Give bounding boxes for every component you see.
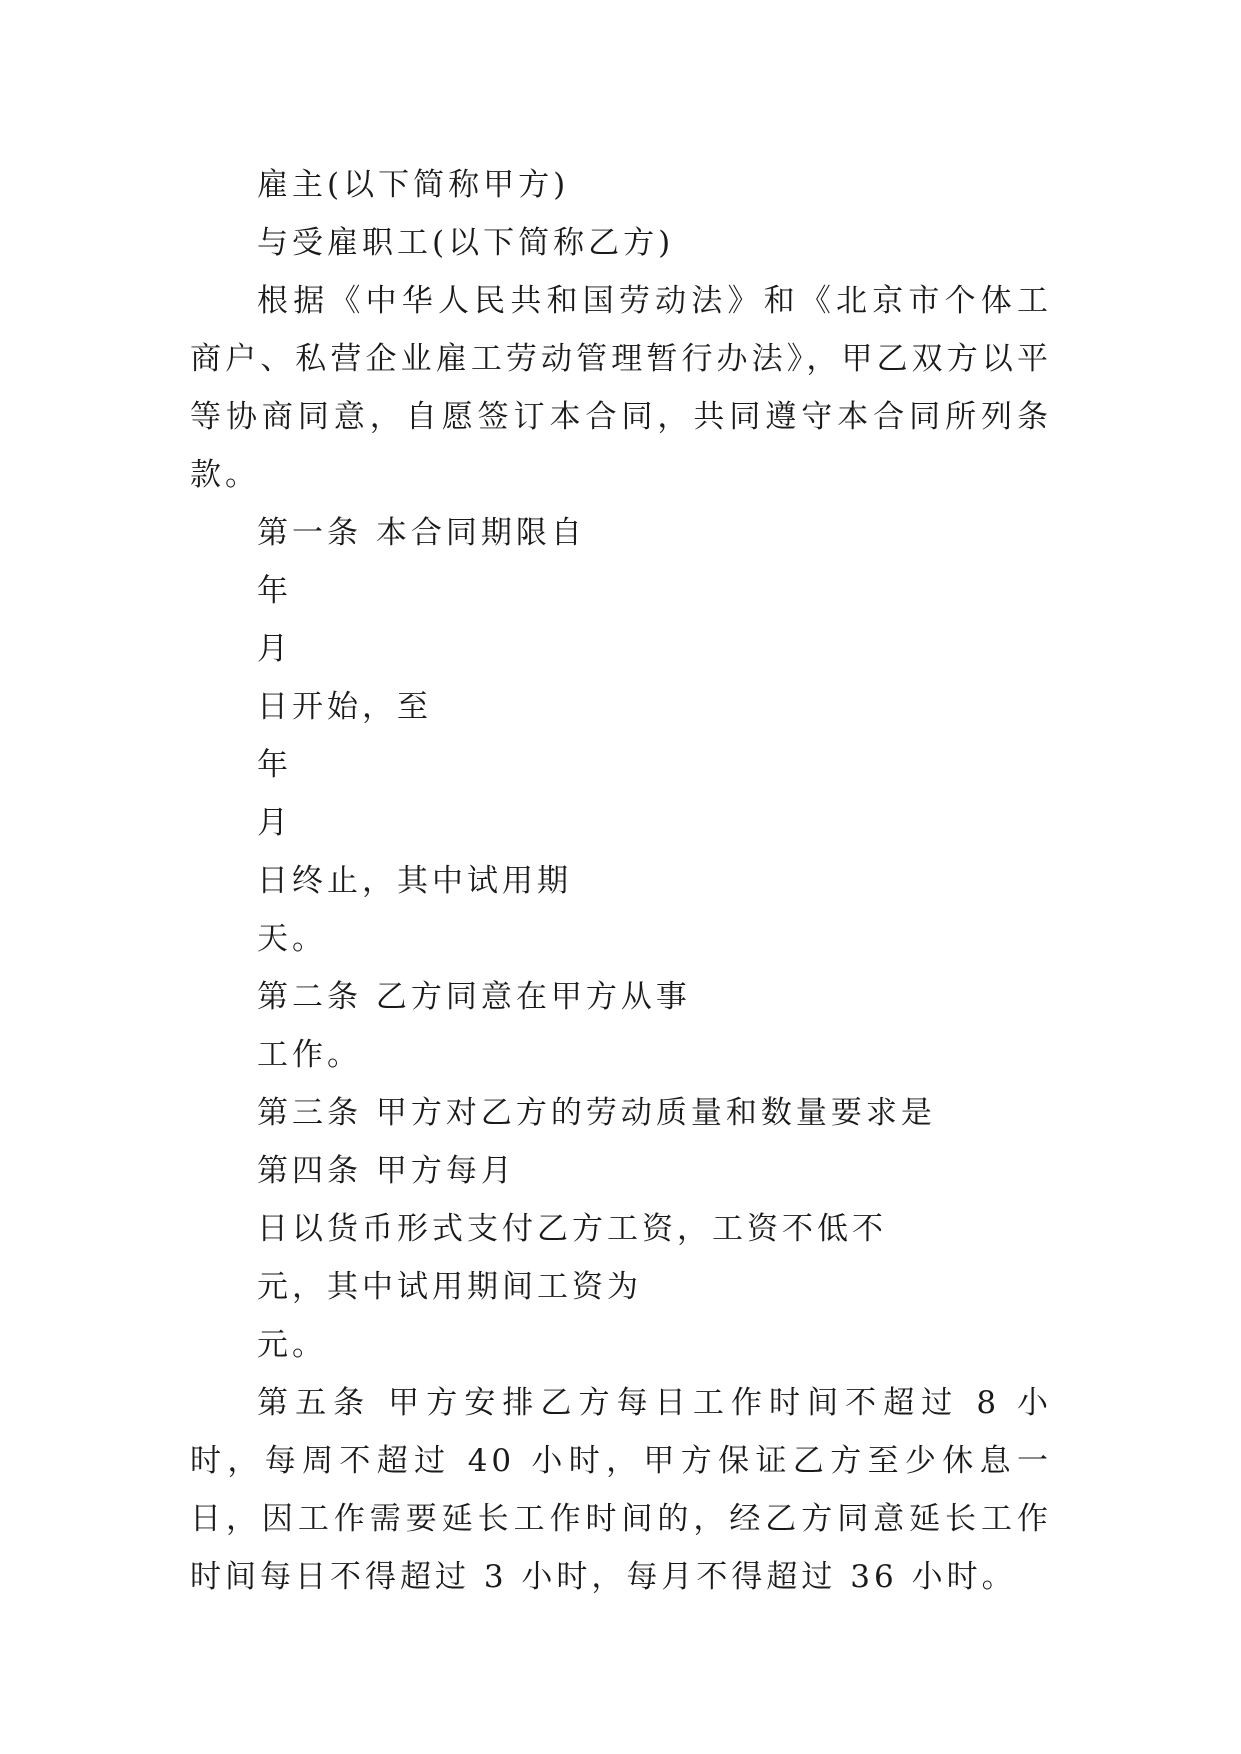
paragraph-work: 工作。 — [257, 1037, 362, 1073]
paragraph-wage-payment: 日以货币形式支付乙方工资，工资不低不 — [257, 1211, 887, 1247]
paragraph-article-2: 第二条 乙方同意在甲方从事 — [257, 979, 691, 1015]
paragraph-preamble: 根据《中华人民共和国劳动法》和《北京市个体工商户、私营企业雇工劳动管理暂行办法》，甲乙双方以平等协商同意，自愿签订本合同，共同遵守本合同所列条款。 — [190, 283, 1052, 493]
paragraph-month-start: 月 — [257, 631, 292, 667]
paragraph-month-end: 月 — [257, 805, 292, 841]
paragraph-day-start: 日开始，至 — [257, 689, 432, 725]
paragraph-employer: 雇主(以下简称甲方) — [257, 167, 570, 203]
paragraph-yuan: 元。 — [257, 1327, 327, 1363]
paragraph-article-5: 第五条 甲方安排乙方每日工作时间不超过 8 小时，每周不超过 40 小时，甲方保证乙方至少休息一日，因工作需要延长工作时间的，经乙方同意延长工作时间每日不得超过 3 小时，每月不得超过 36 小时。 — [190, 1385, 1052, 1595]
paragraph-year-end: 年 — [257, 747, 292, 783]
paragraph-probation-days: 天。 — [257, 921, 327, 957]
paragraph-day-end: 日终止，其中试用期 — [257, 863, 572, 899]
paragraph-employee: 与受雇职工(以下简称乙方) — [257, 225, 675, 261]
paragraph-year-start: 年 — [257, 573, 292, 609]
document-body — [190, 156, 1052, 1606]
paragraph-article-4: 第四条 甲方每月 — [257, 1153, 516, 1189]
paragraph-article-3: 第三条 甲方对乙方的劳动质量和数量要求是 — [257, 1095, 936, 1131]
paragraph-article-1: 第一条 本合同期限自 — [257, 515, 586, 551]
paragraph-probation-wage: 元，其中试用期间工资为 — [257, 1269, 642, 1305]
